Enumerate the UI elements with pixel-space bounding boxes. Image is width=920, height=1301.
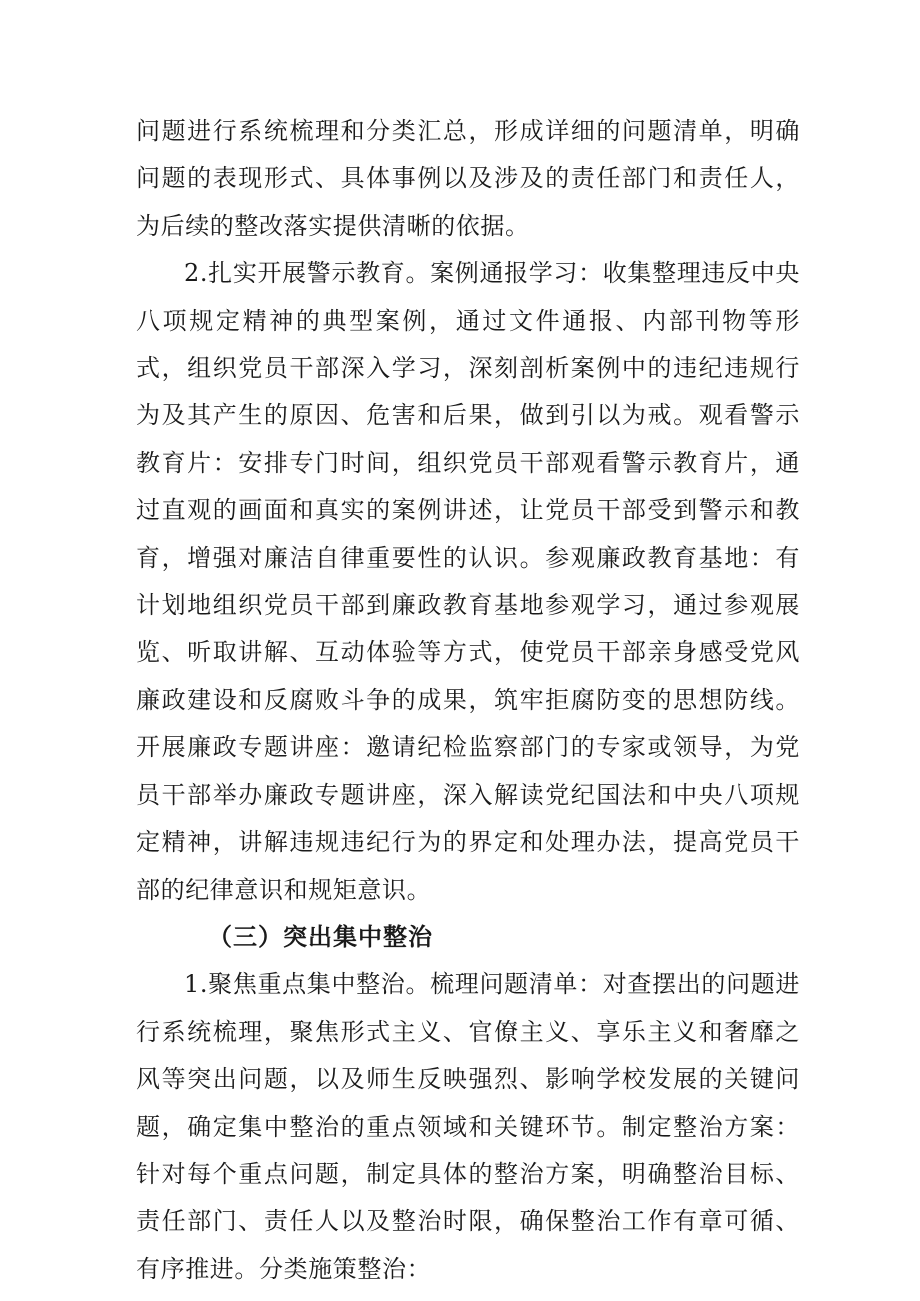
- section-heading: （三）突出集中整治: [208, 922, 433, 951]
- document-body: [136, 108, 800, 1293]
- paragraph-warning-education: 2.扎实开展警示教育。案例通报学习：收集整理违反中央八项规定精神的典型案例，通过文件通报、内部刊物等形式，组织党员干部深入学习，深刻剖析案例中的违纪违规行为及其产生的原因、危害和后果，做到引以为戒。观看警示教育片：安排专门时间，组织党员干部观看警示教育片，通过直观的画面和真实的案例讲述，让党员干部受到警示和教育，增强对廉洁自律重要性的认识。参观廉政教育基地：有计划地组织党员干部到廉政教育基地参观学习，通过参观展览、听取讲解、互动体验等方式，使党员干部亲身感受党风廉政建设和反腐败斗争的成果，筑牢拒腐防变的思想防线。开展廉政专题讲座：邀请纪检监察部门的专家或领导，为党员干部举办廉政专题讲座，深入解读党纪国法和中央八项规定精神，讲解违规违纪行为的界定和处理办法，提高党员干部的纪律意识和规矩意识。: [136, 259, 800, 904]
- paragraph-focused-rectification: 1.聚焦重点集中整治。梳理问题清单：对查摆出的问题进行系统梳理，聚焦形式主义、官僚主义、享乐主义和奢靡之风等突出问题，以及师生反映强烈、影响学校发展的关键问题，确定集中整治的重点领域和关键环节。制定整治方案：针对每个重点问题，制定具体的整治方案，明确整治目标、责任部门、责任人以及整治时限，确保整治工作有章可循、有序推进。分类施策整治：: [136, 970, 800, 1283]
- paragraph-continuation: 问题进行系统梳理和分类汇总，形成详细的问题清单，明确问题的表现形式、具体事例以及涉及的责任部门和责任人，为后续的整改落实提供清晰的依据。: [136, 117, 800, 240]
